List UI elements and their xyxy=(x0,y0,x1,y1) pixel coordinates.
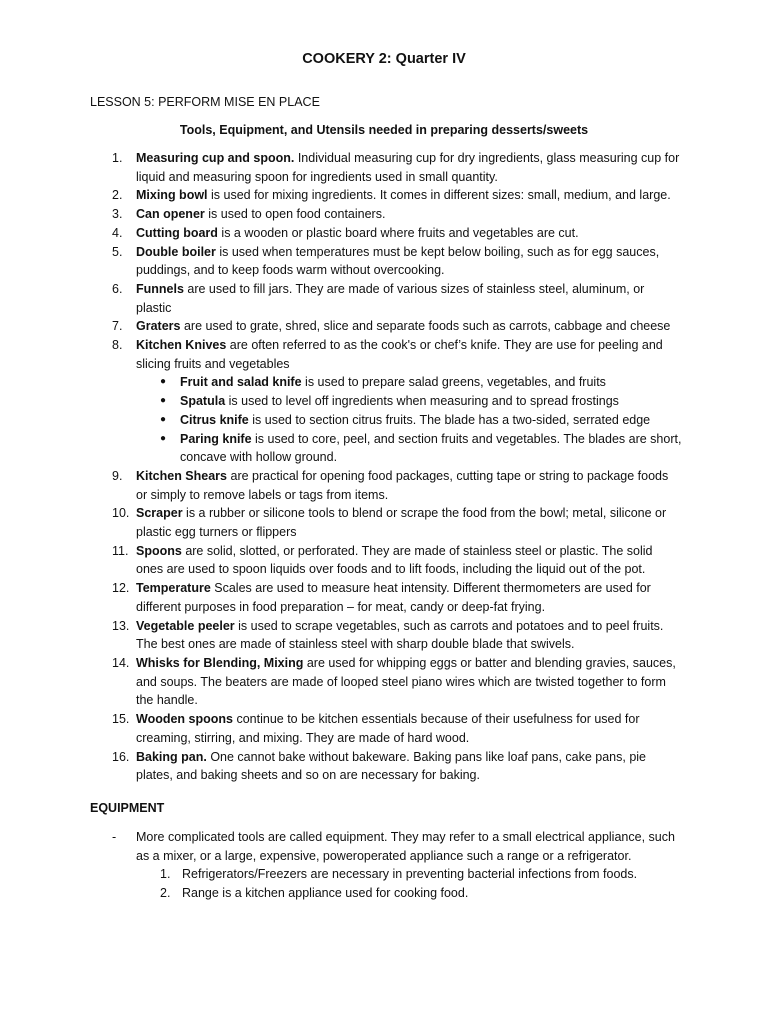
bullet-icon: ● xyxy=(159,395,167,407)
item-term: Mixing bowl xyxy=(136,188,208,203)
tool-item xyxy=(112,710,682,747)
item-term: Temperature xyxy=(136,581,211,596)
item-number: 4. xyxy=(112,225,123,240)
item-text: is a wooden or plastic board where fruits and vegetables are cut. xyxy=(217,225,579,240)
tool-item xyxy=(112,205,682,224)
equipment-item xyxy=(160,884,682,903)
item-text: Range is a kitchen appliance used for cooking food. xyxy=(182,886,469,901)
item-term: Kitchen Knives xyxy=(136,338,227,353)
item-term: Wooden spoons xyxy=(136,712,233,727)
tool-item xyxy=(112,579,682,616)
equipment-section xyxy=(112,828,682,903)
tool-item xyxy=(112,224,682,243)
tools-list xyxy=(112,149,682,785)
item-number: 7. xyxy=(112,319,123,334)
item-number: 6. xyxy=(112,281,123,296)
tool-item xyxy=(112,317,682,336)
item-number: 15. xyxy=(112,712,130,727)
item-term: Double boiler xyxy=(136,244,216,259)
item-number: 1. xyxy=(160,867,171,882)
item-text: are solid, slotted, or perforated. They are made of stainless steel or plastic. The solid ones are used to spoon liquids over foods and to lift foods, including the liquid out of the pot. xyxy=(136,543,653,577)
item-term: Spatula xyxy=(180,394,226,409)
item-number: 9. xyxy=(112,468,123,483)
tool-item xyxy=(112,542,682,579)
tool-item xyxy=(112,336,682,467)
item-text: are used for whipping eggs or batter and blending gravies, sauces, and soups. The beaters are made of looped steel piano wires which are twisted together to form the handle. xyxy=(136,655,676,708)
item-text: are practical for opening food packages, cutting tape or string to package foods or simply to remove labels or tags from items. xyxy=(136,468,669,502)
tool-item xyxy=(112,467,682,504)
equipment-item xyxy=(160,865,682,884)
item-term: Kitchen Shears xyxy=(136,468,228,483)
tool-item xyxy=(112,186,682,205)
knife-item xyxy=(156,392,682,411)
bullet-icon: ● xyxy=(159,376,167,388)
equipment-list xyxy=(136,865,682,902)
item-term: Scraper xyxy=(136,506,183,521)
item-number: 16. xyxy=(112,749,130,764)
item-text: is used when temperatures must be kept below boiling, such as for egg sauces, puddings, and to keep foods warm without overcooking. xyxy=(136,244,660,278)
item-number: 2. xyxy=(112,188,123,203)
bullet-icon: ● xyxy=(159,413,167,425)
item-term: Graters xyxy=(136,319,181,334)
equipment-heading: EQUIPMENT xyxy=(90,801,165,815)
item-number: 11. xyxy=(112,543,129,558)
item-text: Refrigerators/Freezers are necessary in preventing bacterial infections from foods. xyxy=(182,867,638,882)
item-term: Cutting board xyxy=(136,225,218,240)
item-text: is used to level off ingredients when measuring and to spread frostings xyxy=(225,394,619,409)
tool-item xyxy=(112,280,682,317)
item-number: 14. xyxy=(112,655,130,670)
knives-sublist xyxy=(136,373,682,467)
item-number: 5. xyxy=(112,244,123,259)
item-text: are often referred to as the cook's or chef’s knife. They are use for peeling and slicing fruits and vegetables xyxy=(136,338,663,371)
item-number: 8. xyxy=(112,338,123,353)
item-text: Scales are used to measure heat intensity. Different thermometers are used for different purposes in food preparation – for meat, candy or deep-fat frying. xyxy=(136,581,651,614)
item-text: is used to scrape vegetables, such as carrots and potatoes and to peel fruits. The best ones are made of stainless steel with sharp double blade that swivels. xyxy=(136,618,664,652)
item-number: 13. xyxy=(112,618,130,633)
item-text: is used to prepare salad greens, vegetables, and fruits xyxy=(301,375,606,390)
tool-item xyxy=(112,617,682,654)
item-text: are used to fill jars. They are made of various sizes of stainless steel, aluminum, or plastic xyxy=(136,281,645,315)
item-term: Spoons xyxy=(136,543,182,558)
item-number: 10. xyxy=(112,506,130,521)
item-text: is used to section citrus fruits. The blade has a two-sided, serrated edge xyxy=(248,412,651,427)
item-text: are used to grate, shred, slice and separate foods such as carrots, cabbage and cheese xyxy=(180,319,671,334)
knife-item xyxy=(156,373,682,392)
item-term: Baking pan. xyxy=(136,749,207,764)
item-text: One cannot bake without bakeware. Baking pans like loaf pans, cake pans, pie plates, and baking sheets and so on are necessary for baking. xyxy=(136,749,647,783)
tool-item xyxy=(112,748,682,785)
knife-item xyxy=(156,411,682,430)
equipment-intro: More complicated tools are called equipment. They may refer to a small electrical appliance, such as a mixer, or a large, expensive, poweroperated appliance such a range or a refrigerator. xyxy=(136,830,675,863)
dash-marker: - xyxy=(112,830,117,844)
equipment-intro-item xyxy=(112,828,682,903)
item-term: Citrus knife xyxy=(180,412,249,427)
item-text: continue to be kitchen essentials because of their usefulness for used for creaming, stirring, and mixing. They are made of hard wood. xyxy=(136,712,640,745)
item-term: Vegetable peeler xyxy=(136,618,235,633)
item-number: 1. xyxy=(112,151,123,165)
item-term: Funnels xyxy=(136,281,184,296)
bullet-icon: ● xyxy=(159,432,167,444)
item-term: Whisks for Blending, Mixing xyxy=(136,655,304,670)
item-number: 2. xyxy=(160,886,171,901)
section-subtitle: Tools, Equipment, and Utensils needed in preparing desserts/sweets xyxy=(179,123,589,137)
item-text: is a rubber or silicone tools to blend or scrape the food from the bowl; metal, silicone or plastic egg turners or flippers xyxy=(136,506,667,540)
item-term: Can opener xyxy=(136,207,205,222)
item-number: 3. xyxy=(112,207,123,222)
lesson-heading: LESSON 5: PERFORM MISE EN PLACE xyxy=(90,95,320,109)
item-term: Measuring cup and spoon. xyxy=(136,151,295,165)
item-text: is used to core, peel, and section fruits and vegetables. The blades are short, concave with hollow ground. xyxy=(180,431,682,465)
tool-item xyxy=(112,243,682,280)
tool-item xyxy=(112,504,682,541)
item-number: 12. xyxy=(112,581,130,596)
item-text: Individual measuring cup for dry ingredients, glass measuring cup for liquid and measuring spoon for ingredients used in small quantity. xyxy=(136,151,680,184)
item-text: is used for mixing ingredients. It comes in different sizes: small, medium, and large. xyxy=(207,188,671,203)
item-term: Fruit and salad knife xyxy=(180,375,302,390)
tool-item xyxy=(112,654,682,710)
page-title: COOKERY 2: Quarter IV xyxy=(302,51,466,67)
item-text: is used to open food containers. xyxy=(204,207,386,222)
tool-item xyxy=(112,149,682,186)
knife-item xyxy=(156,430,682,467)
item-term: Paring knife xyxy=(180,431,252,446)
